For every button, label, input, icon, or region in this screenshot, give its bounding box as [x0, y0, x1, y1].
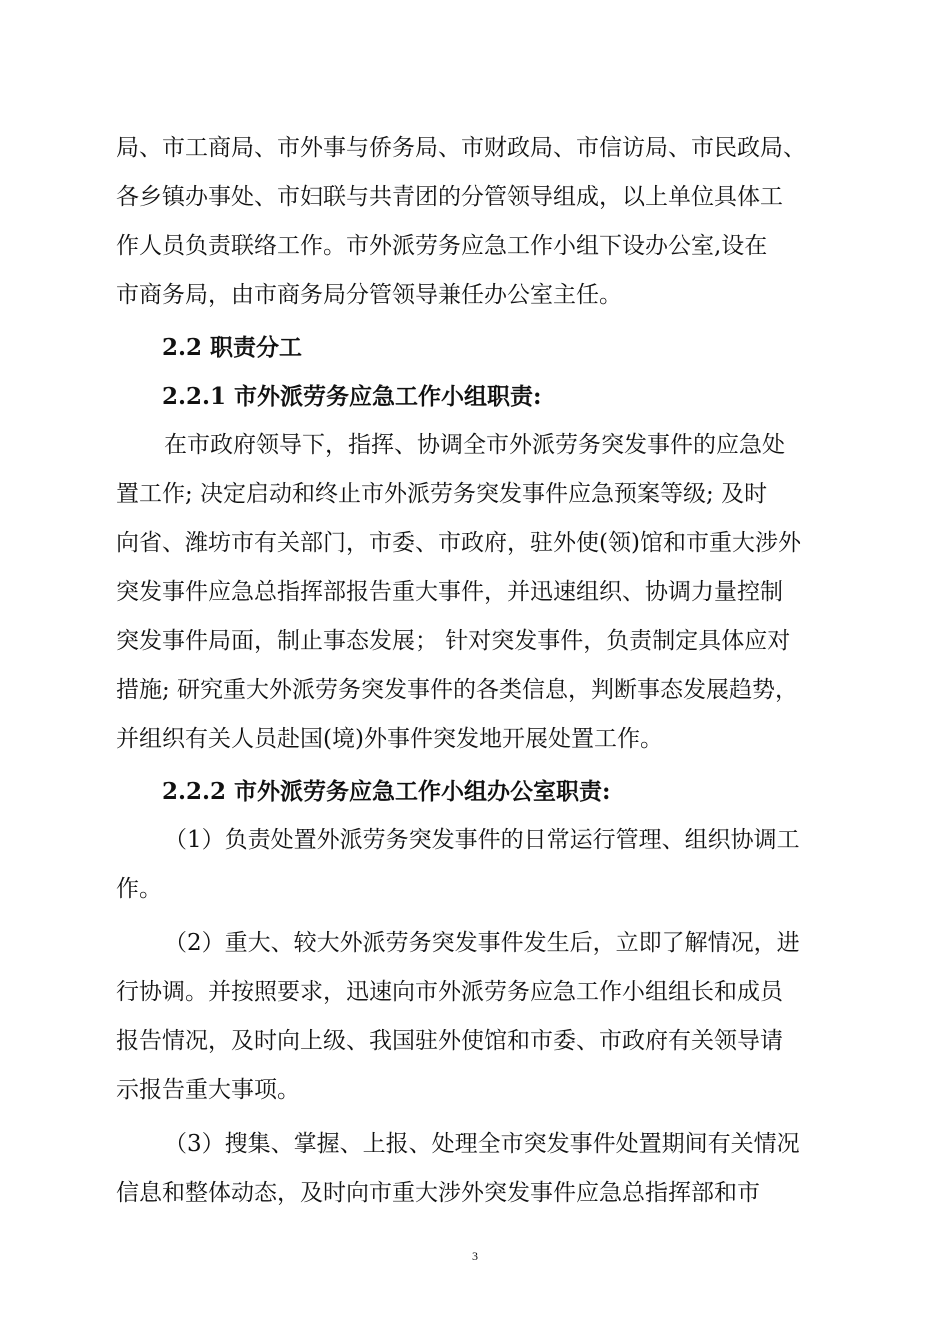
paragraph-line: 置工作; 决定启动和终止市外派劳务突发事件应急预案等级; 及时: [116, 481, 768, 507]
paragraph-line: 措施; 研究重大外派劳务突发事件的各类信息，判断事态发展趋势，: [116, 677, 799, 703]
paragraph-line: 行协调。并按照要求，迅速向市外派劳务应急工作小组组长和成员: [116, 979, 783, 1005]
list-item-1: （1）负责处置外派劳务突发事件的日常运行管理、组织协调工: [164, 827, 800, 853]
paragraph-line: 向省、潍坊市有关部门，市委、市政府，驻外使(领)馆和市重大涉外: [116, 530, 801, 556]
paragraph-line: 作。: [116, 876, 162, 902]
paragraph-line: 作人员负责联络工作。市外派劳务应急工作小组下设办公室,设在: [116, 233, 768, 259]
list-item-2: （2）重大、较大外派劳务突发事件发生后，立即了解情况，进: [164, 930, 800, 956]
paragraph-line: 市商务局，由市商务局分管领导兼任办公室主任。: [116, 282, 622, 308]
section-heading-2-2-2: 2.2.2 市外派劳务应急工作小组办公室职责:: [162, 778, 611, 805]
paragraph-line: 并组织有关人员赴国(境)外事件突发地开展处置工作。: [116, 726, 663, 752]
paragraph-line: 各乡镇办事处、市妇联与共青团的分管领导组成，以上单位具体工: [116, 184, 783, 210]
list-item-3: （3）搜集、掌握、上报、处理全市突发事件处置期间有关情况: [164, 1131, 800, 1157]
section-heading-2-2-1: 2.2.1 市外派劳务应急工作小组职责:: [162, 383, 542, 410]
paragraph-line: 示报告重大事项。: [116, 1077, 300, 1103]
document-body: [116, 124, 844, 1218]
paragraph-line: 在市政府领导下，指挥、协调全市外派劳务突发事件的应急处: [164, 432, 785, 458]
paragraph-line: 突发事件应急总指挥部报告重大事件，并迅速组织、协调力量控制: [116, 579, 783, 605]
paragraph-line: 报告情况，及时向上级、我国驻外使馆和市委、市政府有关领导请: [116, 1028, 783, 1054]
page-number: 3: [472, 1249, 478, 1263]
paragraph-line: 信息和整体动态，及时向市重大涉外突发事件应急总指挥部和市: [116, 1180, 760, 1206]
section-heading-2-2: 2.2 职责分工: [162, 334, 303, 361]
paragraph-line: 突发事件局面，制止事态发展； 针对突发事件，负责制定具体应对: [116, 628, 791, 654]
paragraph-line: 局、市工商局、市外事与侨务局、市财政局、市信访局、市民政局、: [116, 135, 806, 161]
